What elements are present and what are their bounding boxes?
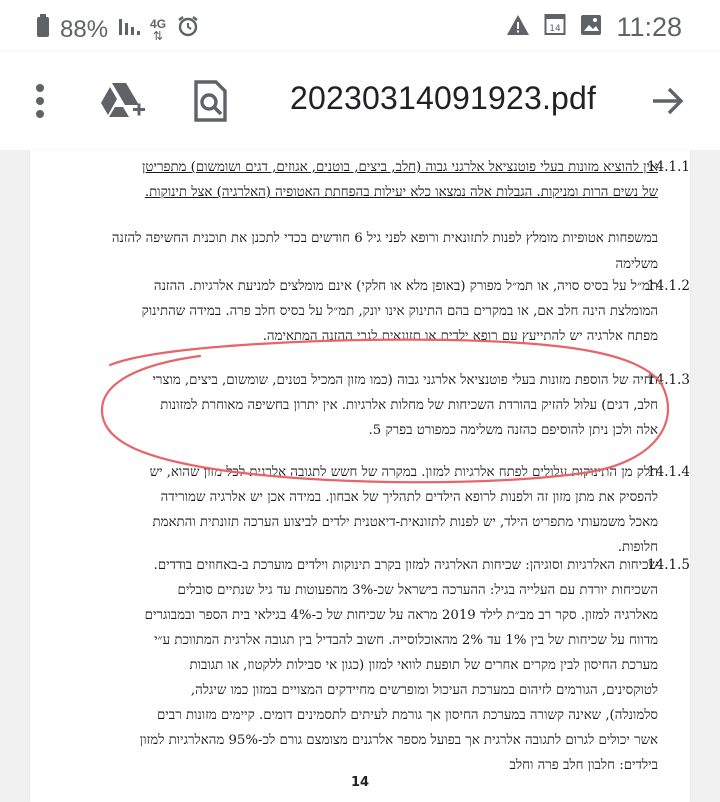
calendar-icon	[544, 12, 566, 43]
status-bar	[0, 0, 720, 52]
status-right	[506, 12, 682, 43]
section-number: 14.1.4	[647, 464, 690, 480]
pdf-page[interactable]	[30, 150, 690, 802]
battery-percent: 88%	[60, 15, 109, 43]
warning-icon	[506, 12, 530, 43]
paragraph-14-1-4: חלק מן התינוקות עלולים לפתח אלרגיות למזון. במקרה של חשש לתגובה אלרגית לכל מזון שהוא, יש להפסיק את מתן מזון זה ולפנות לרופא הילדים לתהליך של אבחון. במידה אכן יש אלרגיה שמורידה מאכל משמעותי מתפריט הילד, יש לפנות לתזונאית-דיאטנית ילדים לביצוע הערכה תזונתית והתאמת חלופות.	[149, 465, 658, 555]
section-number: 14.1.2	[647, 278, 690, 294]
drive-add-icon[interactable]	[98, 79, 148, 123]
page-number: 14	[350, 775, 370, 790]
alarm-icon	[176, 14, 200, 45]
status-left	[36, 14, 200, 45]
find-in-page-icon[interactable]	[188, 79, 232, 123]
more-vert-icon[interactable]	[18, 79, 62, 123]
data-arrows-icon: 4G ⇅	[150, 16, 167, 43]
paragraph-14-1-5: שכיחות האלרגיות וסוגיהן: שכיחות האלרגיה למזון בקרב תינוקות וילדים מוערכת ב-באחוזים בודדים. השכיחות יורדת עם העלייה בגיל: ההערכה בישראל שכ-3% מהפעוטות עד גיל שנתיים סובלים מאלרגיה למזון. סקר רב מב״ת לילד 2019 מראה על שכיחות של כ-4% בגילאי בית הספר ובמבוגרים מדווח על שכיחות של בין 1% עד 2% מהאוכלוסייה. חשוב להבדיל בין תגובה אלרגית המתווכת ע״י מערכת החיסון לבין מקרים אחרים של תופעת לוואי למזון (כגון אי סבילות ללקטוז, או תגובות לטוקסינים, הגורמים לזיהום במערכת העיכול ומופרשים מחיידקים המצויים במזון כמו שיגלה, סלמונלה), שאינה קשורה במערכת החיסון אך גורמת לעיתים לתסמינים דומים. קיימים מזונות רבים אשר יכולים לגרום לתגובה אלרגית אך בפועל מספר אלרגנים מצומצם גורם לכ-95% מהאלרגיות למזון בילדים: חלבון חלב פרה וחלב	[139, 558, 658, 773]
section-number: 14.1.5	[647, 557, 690, 573]
clock-time: 11:28	[616, 12, 682, 42]
family-note: במשפחות אטופיות מומלץ לפנות לתזונאית ורופא לפני גיל 6 חודשים בכדי לתכנן את תוכנית החשיפה להזנה משלימה	[111, 231, 658, 272]
image-icon	[580, 12, 602, 43]
svg-text:14: 14	[549, 24, 562, 34]
file-name: 20230314091923.pdf	[290, 80, 597, 116]
battery-icon	[36, 14, 50, 45]
section-number: 14.1.3	[647, 372, 690, 388]
arrow-forward-icon[interactable]	[646, 79, 690, 123]
section-number: 14.1.1	[647, 159, 690, 175]
network-type: 4G	[150, 16, 167, 31]
signal-icon	[118, 15, 140, 44]
paragraph-14-1-3: דחיה של הוספת מזונות בעלי פוטנציאל אלרגני גבוה (כמו מזון המכיל בטנים, שומשום, ביצים, מוצרי חלב, דגים) עלול להזיק בהורדת השכיחות של מחלות אלרגיות. אין יתרון בחשיפה מאוחרת למזונות אלה ולכן ניתן להוסיפם כהזנה משלימה כמפורט בפרק 5.	[152, 373, 658, 438]
paragraph-14-1-1: אין להוציא מזונות בעלי פוטנציאל אלרגני גבוה (חלב, ביצים, בוטנים, אגוזים, דגים ושומשום) מתפריטן של נשים הרות ומניקות. הגבלות אלה נמצאו כלא יעילות בהפחתת האטופיה (האלרגיה) אצל תינוקות.	[142, 160, 658, 200]
paragraph-14-1-2: תמ״ל על בסיס סויה, או תמ״ל מפורק (באופן מלא או חלקי) אינם מומלצים למניעת אלרגיות. ההזנה המומלצת הינה חלב אם, או במקרים בהם התינוק אינו יונק, תמ״ל על בסיס חלב פרה. במידה שהתינוק מפתח אלרגיה יש להתייעץ עם רופא ילדים או תזונאית לגבי ההזנה המתאימה.	[141, 279, 658, 344]
pdf-toolbar	[0, 52, 720, 150]
